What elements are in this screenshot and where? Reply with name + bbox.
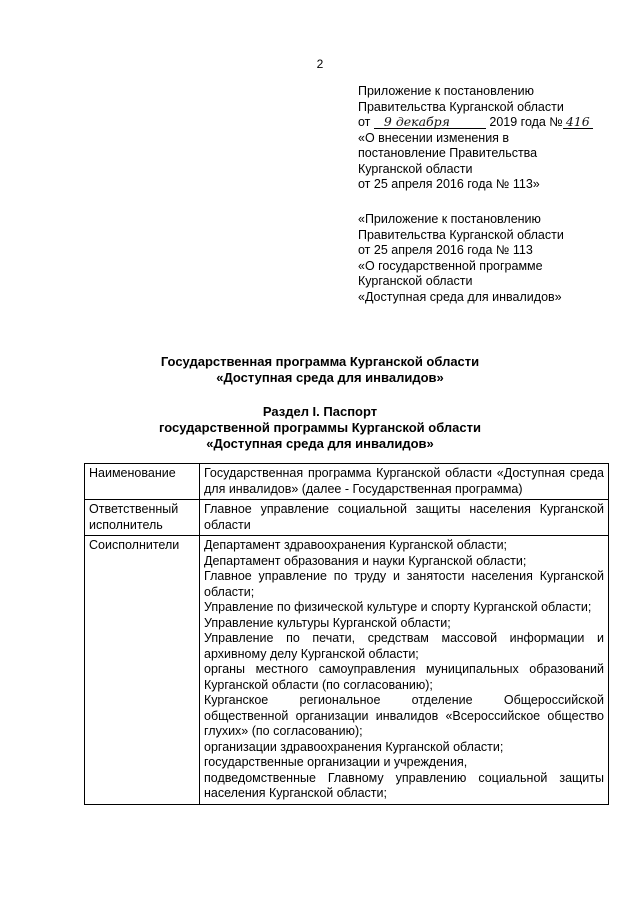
list-item: Департамент образования и науки Курганской области; (204, 553, 527, 568)
list-item: органы местного самоуправления муниципальных образований Курганской области (по согласованию); (204, 662, 604, 692)
row-label: Наименование (85, 464, 200, 500)
section-title-line: «Доступная среда для инвалидов» (206, 436, 434, 451)
row-label: Соисполнители (85, 536, 200, 805)
list-item: Курганское региональное отделение Общероссийской общественной организации инвалидов «Всероссийское общество глухих» (по согласованию); (204, 693, 604, 738)
handwritten-date: 9 декабря (374, 115, 486, 129)
appendix-line: постановление Правительства (358, 146, 538, 160)
row-value: Главное управление социальной защиты населения Курганской области (200, 500, 609, 536)
year-text: 2019 года № (489, 115, 563, 129)
passport-table (84, 463, 609, 805)
table-row (85, 536, 609, 805)
appendix-line: «Приложение к постановлению (358, 212, 541, 226)
appendix-line: Курганской области (358, 161, 473, 176)
list-item: Управление по печати, средствам массовой информации и архивному делу Курганской области; (204, 631, 604, 661)
appendix-line: Приложение к постановлению (358, 84, 534, 98)
appendix-line: «Доступная среда для инвалидов» (358, 289, 562, 304)
appendix-line: «О внесении изменения в (358, 130, 510, 145)
appendix-date-line (358, 115, 593, 131)
section-title-line: Раздел I. Паспорт (262, 404, 378, 419)
row-label: Ответственный исполнитель (85, 500, 200, 536)
list-item: организации здравоохранения Курганской области; (204, 739, 504, 754)
list-item: Главное управление по труду и занятости населения Курганской области; (204, 569, 604, 599)
appendix-line: от 25 апреля 2016 года № 113 (358, 243, 533, 257)
program-title (0, 354, 640, 386)
appendix-line: Правительства Курганской области (358, 99, 564, 114)
page-number: 2 (316, 57, 324, 71)
date-prefix: от (358, 115, 371, 129)
handwritten-number: 416 (563, 115, 593, 129)
appendix-header-original (358, 212, 564, 305)
list-item: Департамент здравоохранения Курганской области; (204, 538, 508, 552)
list-item: подведомственные Главному управлению социальной защиты населения Курганской области; (204, 770, 604, 800)
row-value: Государственная программа Курганской области «Доступная среда для инвалидов» (далее - Государственная программа) (200, 464, 609, 500)
list-item: Управление по физической культуре и спорту Курганской области; (204, 600, 592, 614)
table-row (85, 500, 609, 536)
section-title (0, 404, 640, 452)
appendix-line: от 25 апреля 2016 года № 113» (358, 177, 540, 191)
appendix-line: Курганской области (358, 274, 473, 288)
list-item: государственные организации и учреждения, (204, 755, 468, 769)
appendix-header-current (358, 84, 593, 193)
program-title-line: «Доступная среда для инвалидов» (216, 370, 444, 385)
appendix-line: Правительства Курганской области (358, 227, 564, 242)
appendix-line: «О государственной программе (358, 258, 543, 273)
co-executors-list (200, 536, 609, 805)
program-title-line: Государственная программа Курганской области (160, 354, 480, 369)
list-item: Управление культуры Курганской области; (204, 615, 451, 630)
table-row (85, 464, 609, 500)
section-title-line: государственной программы Курганской области (159, 420, 481, 435)
